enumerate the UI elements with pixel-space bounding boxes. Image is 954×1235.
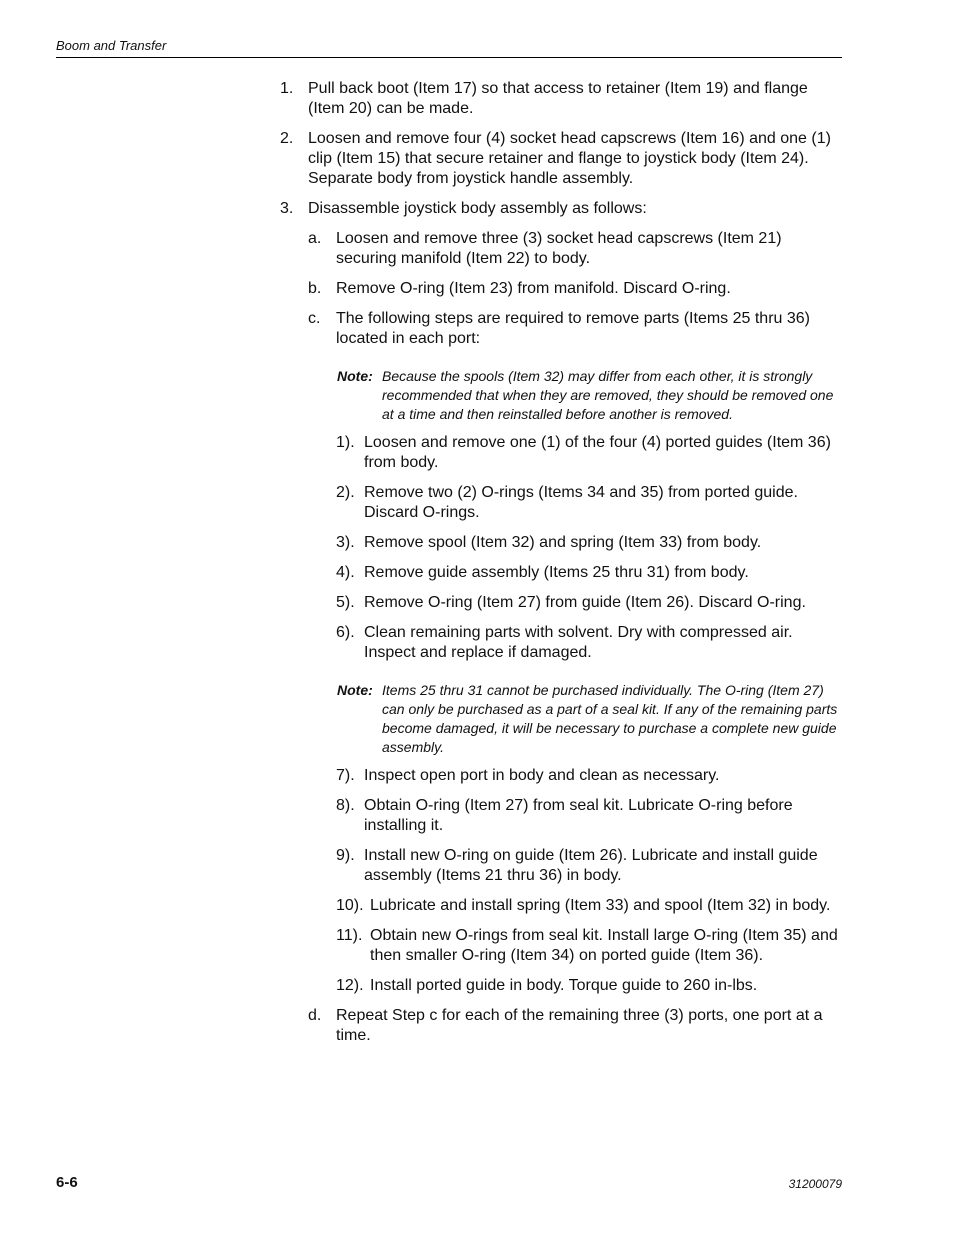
port-step-text: Install ported guide in body. Torque guide to 260 in-lbs.: [370, 977, 758, 994]
port-step-text: Obtain new O-rings from seal kit. Install large O-ring (Item 35) and then smaller O-ring (Item 34) on ported guide (Item 36).: [370, 927, 838, 964]
port-step-number: 4).: [336, 564, 355, 581]
port-step-number: 12).: [336, 977, 364, 994]
port-step-number: 3).: [336, 534, 355, 551]
document-number: 31200079: [788, 1177, 842, 1191]
page-number: 6-6: [56, 1174, 78, 1191]
port-step-11: [336, 926, 842, 966]
step-text: Disassemble joystick body assembly as follows:: [308, 200, 647, 217]
port-step-number: 11).: [336, 927, 363, 944]
port-step-10: [336, 896, 842, 916]
substep-text: The following steps are required to remove parts (Items 25 thru 36) located in each port:: [336, 310, 810, 347]
port-step-3: [336, 533, 842, 553]
port-step-number: 8).: [336, 797, 355, 814]
port-step-text: Lubricate and install spring (Item 33) and spool (Item 32) in body.: [370, 897, 831, 914]
step-number: 3.: [280, 200, 294, 217]
port-step-1: [336, 433, 842, 473]
port-step-number: 5).: [336, 594, 355, 611]
port-step-2: [336, 483, 842, 523]
procedure-content: [280, 79, 842, 1056]
port-step-text: Loosen and remove one (1) of the four (4) ported guides (Item 36) from body.: [364, 434, 831, 471]
note-label: Note:: [337, 682, 373, 698]
port-step-number: 10).: [336, 897, 364, 914]
substep-text: Repeat Step c for each of the remaining three (3) ports, one port at a time.: [336, 1007, 823, 1044]
port-step-text: Obtain O-ring (Item 27) from seal kit. Lubricate O-ring before installing it.: [364, 797, 793, 834]
note-guide-assembly: [337, 681, 842, 757]
port-step-text: Inspect open port in body and clean as necessary.: [364, 767, 720, 784]
step-text: Loosen and remove four (4) socket head capscrews (Item 16) and one (1) clip (Item 15) that secure retainer and flange to joystick body (Item 24). Separate body from joystick handle assembly.: [308, 130, 831, 187]
step-number: 1.: [280, 80, 294, 97]
port-step-text: Clean remaining parts with solvent. Dry with compressed air. Inspect and replace if damaged.: [364, 624, 793, 661]
port-step-number: 6).: [336, 624, 355, 641]
step-2: [280, 129, 842, 189]
port-step-number: 2).: [336, 484, 355, 501]
step-1: [280, 79, 842, 119]
port-step-text: Remove spool (Item 32) and spring (Item 33) from body.: [364, 534, 762, 551]
port-step-number: 1).: [336, 434, 355, 451]
note-text: Because the spools (Item 32) may differ from each other, it is strongly recommended that when they are removed, they should be removed one at a time and then reinstalled before another is removed.: [382, 368, 834, 422]
step-text: Pull back boot (Item 17) so that access to retainer (Item 19) and flange (Item 20) can be made.: [308, 80, 808, 117]
substep-letter: a.: [308, 230, 322, 247]
substep-b: [308, 279, 842, 299]
port-step-number: 9).: [336, 847, 355, 864]
port-step-text: Remove guide assembly (Items 25 thru 31) from body.: [364, 564, 749, 581]
port-step-text: Remove O-ring (Item 27) from guide (Item 26). Discard O-ring.: [364, 594, 806, 611]
substep-letter: b.: [308, 280, 322, 297]
substep-letter: c.: [308, 310, 321, 327]
port-step-7: [336, 766, 842, 786]
substep-d: [308, 1006, 842, 1046]
substep-letter: d.: [308, 1007, 322, 1024]
port-step-4: [336, 563, 842, 583]
port-step-6: [336, 623, 842, 663]
step-3: [280, 199, 842, 219]
port-step-8: [336, 796, 842, 836]
substep-text: Remove O-ring (Item 23) from manifold. Discard O-ring.: [336, 280, 731, 297]
note-label: Note:: [337, 368, 373, 384]
note-text: Items 25 thru 31 cannot be purchased individually. The O-ring (Item 27) can only be purchased as a part of a seal kit. If any of the remaining parts become damaged, it will be necessary to purchase a complete new guide assembly.: [382, 682, 838, 755]
port-step-12: [336, 976, 842, 996]
substep-text: Loosen and remove three (3) socket head capscrews (Item 21) securing manifold (Item 22) to body.: [336, 230, 782, 267]
port-step-text: Remove two (2) O-rings (Items 34 and 35) from ported guide. Discard O-rings.: [364, 484, 798, 521]
running-header: Boom and Transfer: [56, 38, 842, 58]
substep-c: [308, 309, 842, 349]
port-step-number: 7).: [336, 767, 355, 784]
substep-a: [308, 229, 842, 269]
step-number: 2.: [280, 130, 294, 147]
note-spools: [337, 367, 842, 424]
port-step-5: [336, 593, 842, 613]
port-step-text: Install new O-ring on guide (Item 26). Lubricate and install guide assembly (Items 21 thru 36) in body.: [364, 847, 818, 884]
port-step-9: [336, 846, 842, 886]
